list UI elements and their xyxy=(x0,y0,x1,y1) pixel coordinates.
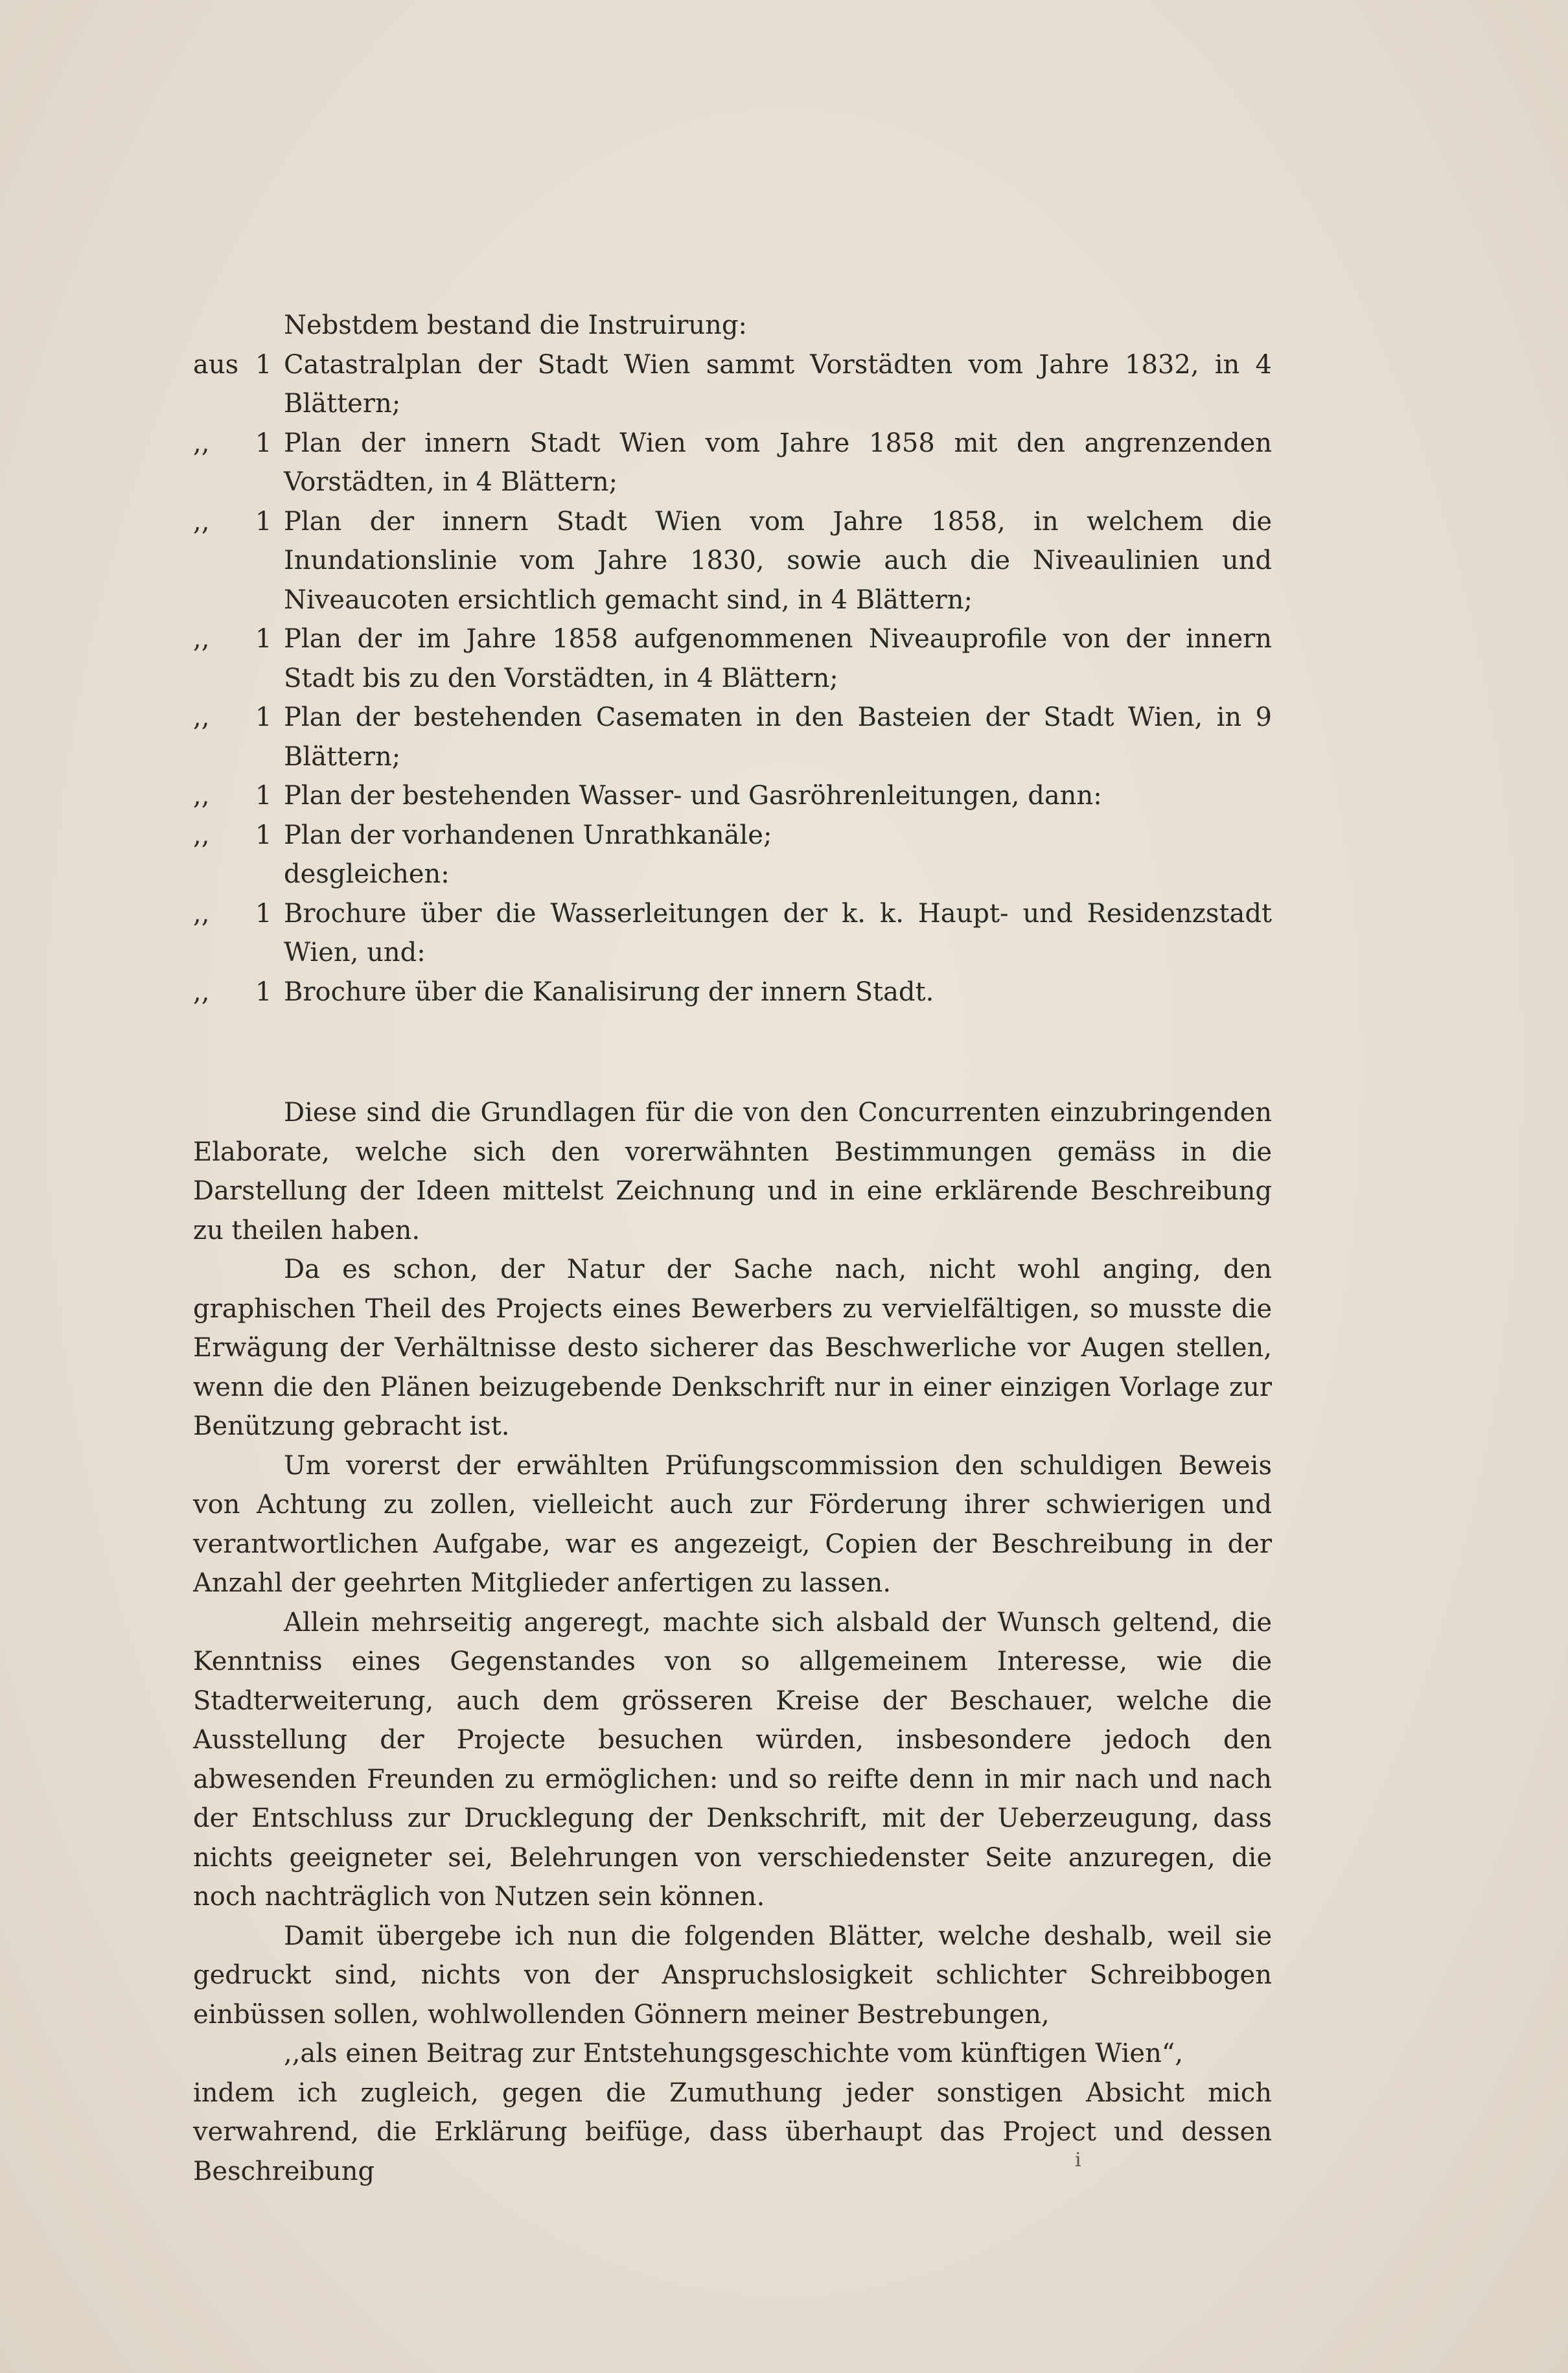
list-number: 1 xyxy=(255,820,272,850)
list-text: Brochure über die Kanalisirung der innern Stadt. xyxy=(284,977,934,1007)
list-text: Plan der bestehenden Casematen in den Basteien der Stadt Wien, in 9 Blättern; xyxy=(284,702,1272,772)
list-text: Plan der bestehenden Wasser- und Gasröhrenleitungen, dann: xyxy=(284,781,1102,811)
list-prefix: ,, xyxy=(193,781,210,811)
list-item xyxy=(193,345,1272,424)
list-text: Plan der innern Stadt Wien vom Jahre 1858 mit den angrenzenden Vorstädten, in 4 Blättern; xyxy=(284,428,1272,497)
list-text: Catastralplan der Stadt Wien sammt Vorstädten vom Jahre 1832, in 4 Blättern; xyxy=(284,349,1272,419)
list-prefix: ,, xyxy=(193,820,210,850)
list-prefix: ,, xyxy=(193,624,210,654)
quote-line: ,,als einen Beitrag zur Entstehungsgeschichte vom künftigen Wien“, xyxy=(284,2039,1184,2068)
list-number: 1 xyxy=(255,624,272,654)
list-text: Plan der im Jahre 1858 aufgenommenen Niveauprofile von der innern Stadt bis zu den Vorstädten, in 4 Blättern; xyxy=(284,624,1272,693)
list-item xyxy=(193,424,1272,502)
list-item xyxy=(193,776,1272,816)
intro-line: Nebstdem bestand die Instruirung: xyxy=(284,310,747,340)
list-prefix: ,, xyxy=(193,977,210,1007)
list-number: 1 xyxy=(255,702,272,732)
list-number: 1 xyxy=(255,506,272,537)
list-text: Plan der vorhandenen Unrathkanäle; xyxy=(284,820,772,850)
list-item xyxy=(193,619,1272,698)
list-number: 1 xyxy=(255,349,272,380)
page-content xyxy=(193,306,1272,2191)
list-prefix: ,, xyxy=(193,428,210,458)
desgleichen-line: desgleichen: xyxy=(284,859,450,889)
list-text: Brochure über die Wasserleitungen der k. k. Haupt- und Residenzstadt Wien, und: xyxy=(284,898,1272,967)
list-number: 1 xyxy=(255,428,272,458)
closing-paragraph: indem ich zugleich, gegen die Zumuthung jeder sonstigen Absicht mich verwahrend, die Erklärung beifüge, dass überhaupt das Project und dessen Beschreibung xyxy=(193,2078,1272,2186)
list-number: 1 xyxy=(255,898,272,929)
body-paragraph: Diese sind die Grundlagen für die von den Concurrenten einzubringenden Elaborate, welche sich den vorerwähnten Bestimmungen gemäss in die Darstellung der Ideen mittelst Zeichnung und in eine erklärende Beschreibung zu theilen haben. xyxy=(193,1098,1272,1245)
list-prefix: ,, xyxy=(193,898,210,929)
list-number: 1 xyxy=(255,977,272,1007)
list-prefix: ,, xyxy=(193,506,210,537)
list-prefix: aus xyxy=(193,349,239,380)
list-item xyxy=(193,816,1272,855)
list-prefix: ,, xyxy=(193,702,210,732)
list-item xyxy=(193,502,1272,620)
list-number: 1 xyxy=(255,781,272,811)
list-item xyxy=(193,698,1272,776)
list-item xyxy=(193,973,1272,1012)
page-mark: i xyxy=(1075,2149,1081,2171)
body-paragraph: Um vorerst der erwählten Prüfungscommission den schuldigen Beweis von Achtung zu zollen, vielleicht auch zur Förderung ihrer schwierigen und verantwortlichen Aufgabe, war es angezeigt, Copien der Beschreibung in der Anzahl der geehrten Mitglieder anfertigen zu lassen. xyxy=(193,1450,1272,1598)
body-paragraph: Allein mehrseitig angeregt, machte sich alsbald der Wunsch geltend, die Kenntniss eines Gegenstandes von so allgemeinem Interesse, wie die Stadterweiterung, auch dem grösseren Kreise der Beschauer, welche die Ausstellung der Projecte besuchen würden, insbesondere jedoch den abwesenden Freunden zu ermöglichen: und so reifte denn in mir nach und nach der Entschluss zur Drucklegung der Denkschrift, mit der Ueberzeugung, dass nichts geeigneter sei, Belehrungen von verschiedenster Seite anzuregen, die noch nachträglich von Nutzen sein können. xyxy=(193,1607,1272,1912)
body-paragraph: Da es schon, der Natur der Sache nach, nicht wohl anging, den graphischen Theil des Projects eines Bewerbers zu vervielfältigen, so musste die Erwägung der Verhältnisse desto sicherer das Beschwerliche vor Augen stellen, wenn die den Plänen beizugebende Denkschrift nur in einer einzigen Vorlage zur Benützung gebracht ist. xyxy=(193,1255,1272,1441)
list-text: Plan der innern Stadt Wien vom Jahre 1858, in welchem die Inundationslinie vom Jahre 1830, sowie auch die Niveaulinien und Niveaucoten ersichtlich gemacht sind, in 4 Blättern; xyxy=(284,506,1272,615)
list-item xyxy=(193,894,1272,973)
body-paragraph: Damit übergebe ich nun die folgenden Blätter, welche deshalb, weil sie gedruckt sind, nichts von der Anspruchslosigkeit schlichter Schreibbogen einbüssen sollen, wohlwollenden Gönnern meiner Bestrebungen, xyxy=(193,1921,1272,2030)
instruction-list xyxy=(193,345,1272,1012)
